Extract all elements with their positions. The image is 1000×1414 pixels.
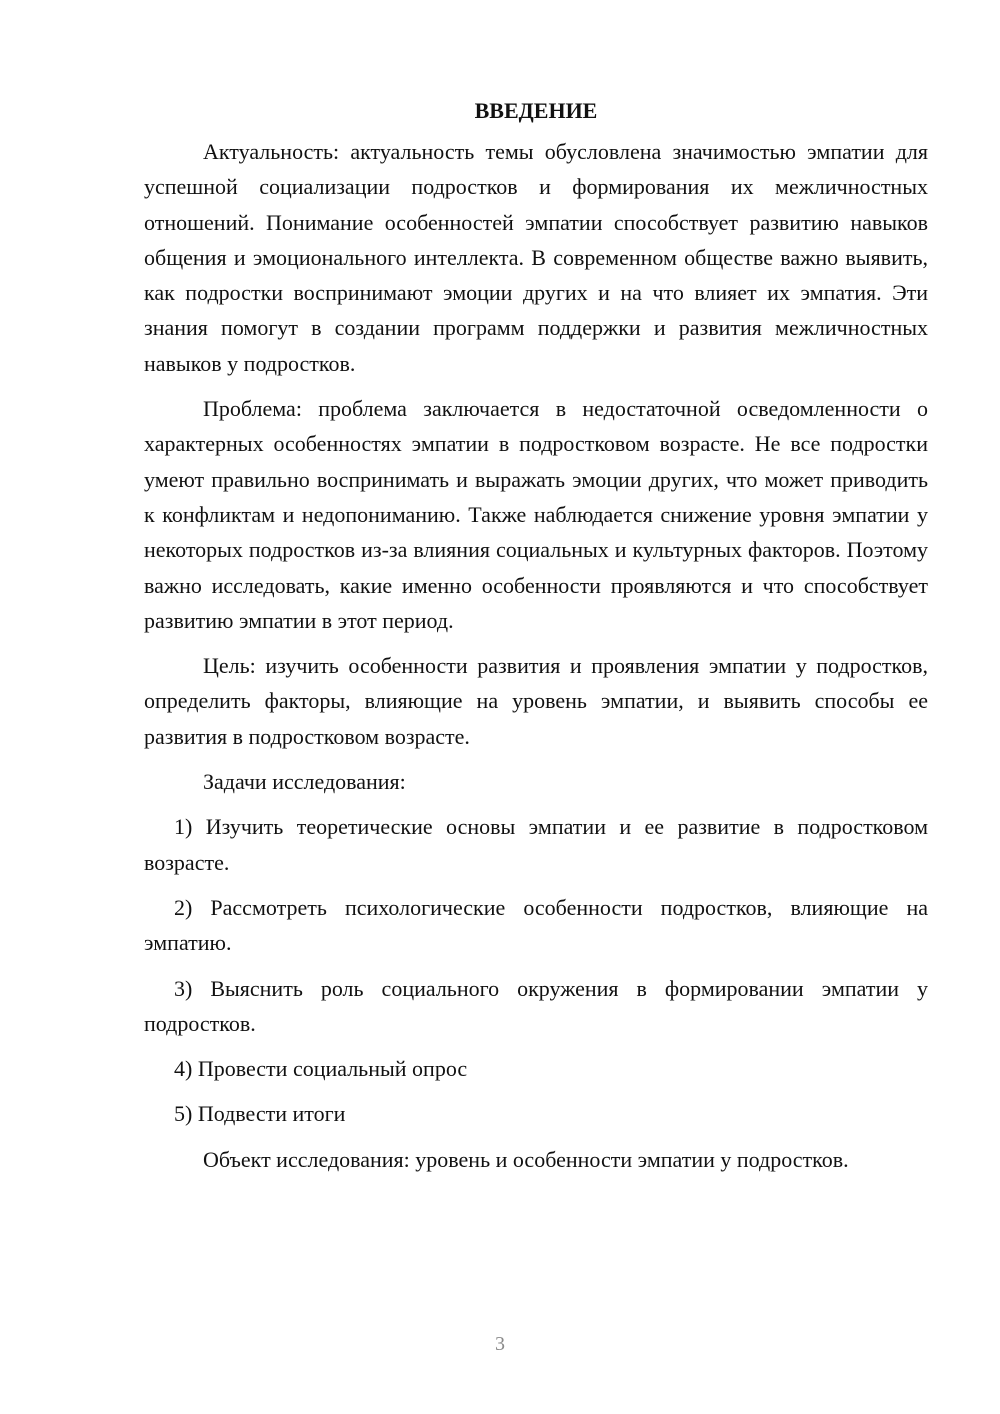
document-page bbox=[144, 96, 928, 1187]
page-number: 3 bbox=[495, 1333, 505, 1355]
task-item-2: 2) Рассмотреть психологические особенности подростков, влияющие на эмпатию. bbox=[144, 894, 928, 956]
task-item-1: 1) Изучить теоретические основы эмпатии и ее развитие в подростковом возрасте. bbox=[144, 814, 928, 875]
relevance-paragraph: Актуальность: актуальность темы обусловлена значимостью эмпатии для успешной социализации подростков и формирования их межличностных отношений. Понимание особенностей эмпатии способствует развитию навыков общения и эмоционального интеллекта. В современном обществе важно выявить, как подростки воспринимают эмоции других и на что влияет их эмпатия. Эти знания помогут в создании программ поддержки и развития межличностных навыков у подростков. bbox=[144, 139, 928, 376]
section-title: ВВЕДЕНИЕ bbox=[474, 98, 598, 123]
task-item-4: 4) Провести социальный опрос bbox=[174, 1056, 468, 1082]
object-paragraph: Объект исследования: уровень и особенности эмпатии у подростков. bbox=[203, 1146, 849, 1172]
goal-paragraph: Цель: изучить особенности развития и проявления эмпатии у подростков, определить факторы, влияющие на уровень эмпатии, и выявить способы ее развития в подростковом возрасте. bbox=[144, 653, 928, 749]
tasks-heading: Задачи исследования: bbox=[203, 769, 406, 795]
task-item-3: 3) Выяснить роль социального окружения в формировании эмпатии у подростков. bbox=[144, 975, 928, 1036]
problem-paragraph: Проблема: проблема заключается в недостаточной осведомленности о характерных особенностях эмпатии в подростковом возрасте. Не все подростки умеют правильно воспринимать и выражать эмоции других, что может приводить к конфликтам и недопониманию. Также наблюдается снижение уровня эмпатии у некоторых подростков из-за влияния социальных и культурных факторов. Поэтому важно исследовать, какие именно особенности проявляются и что способствует развитию эмпатии в этот период. bbox=[144, 396, 928, 633]
task-item-5: 5) Подвести итоги bbox=[174, 1101, 346, 1127]
